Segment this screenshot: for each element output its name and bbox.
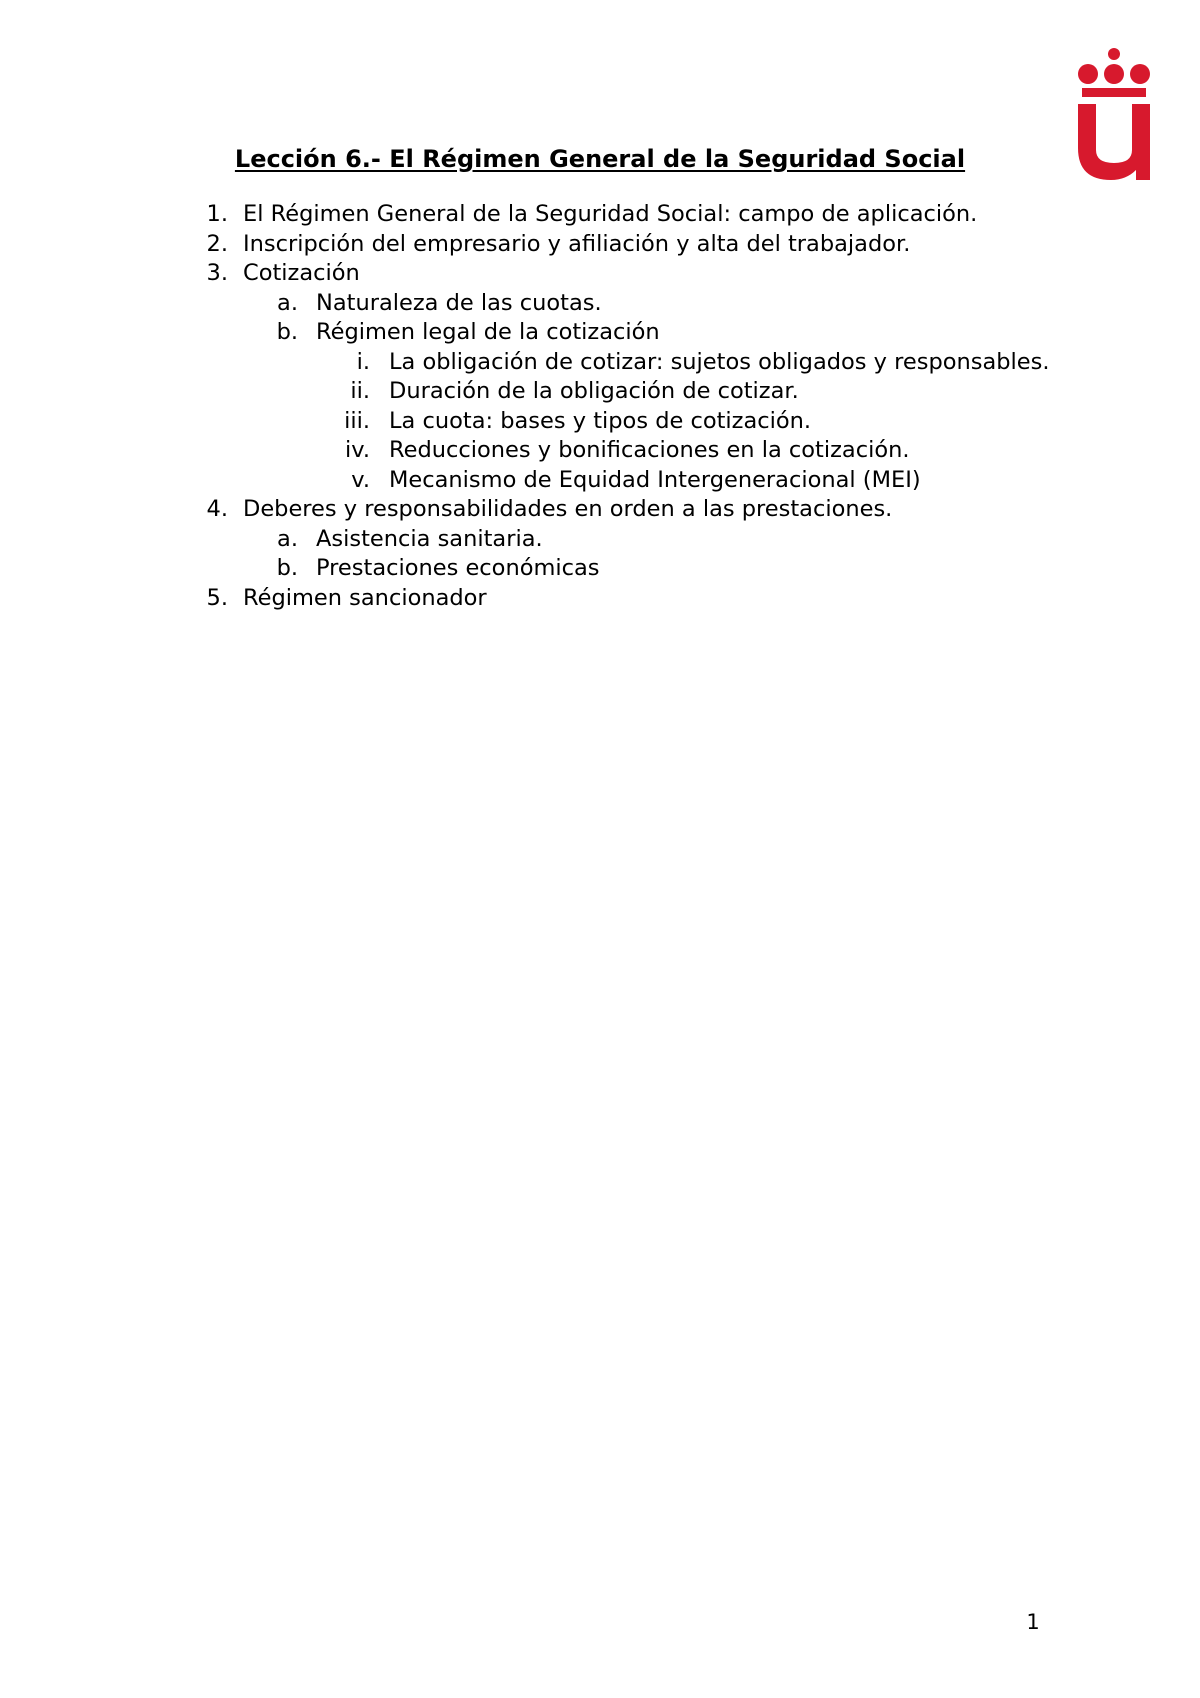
toc-item-marker: 5. [206, 584, 228, 611]
toc-item-marker: 4. [206, 496, 228, 522]
toc-item-text: Reducciones y bonificaciones en la cotización. [389, 437, 910, 463]
toc-item-5 [0, 584, 1200, 614]
toc-item-4 [0, 495, 1200, 525]
toc-item-2 [0, 230, 1200, 260]
toc-item-marker: a. [277, 525, 298, 552]
toc-item-marker: 3. [206, 260, 228, 286]
toc-item-marker: 2. [206, 230, 228, 257]
toc-item-text: Régimen legal de la cotización [316, 319, 660, 345]
toc-item-text: Deberes y responsabilidades en orden a las prestaciones. [243, 496, 893, 522]
toc-item-1 [0, 200, 1200, 230]
page-number: 1 [1026, 1610, 1040, 1634]
toc-item-text: Prestaciones económicas [316, 555, 600, 581]
toc-item-text: La cuota: bases y tipos de cotización. [389, 407, 812, 434]
toc-item-3b-i [0, 348, 1200, 378]
toc-item-marker: b. [276, 319, 298, 345]
toc-item-3a [0, 289, 1200, 319]
toc-item-3b-v [0, 466, 1200, 496]
toc-item-marker: i. [356, 348, 370, 375]
toc-item-3b [0, 318, 1200, 348]
toc-item-marker: v. [351, 466, 370, 493]
table-of-contents [0, 200, 1200, 613]
toc-item-text: Cotización [243, 260, 360, 286]
toc-item-4b [0, 554, 1200, 584]
toc-item-3 [0, 259, 1200, 289]
toc-item-text: La obligación de cotizar: sujetos obligados y responsables. [389, 348, 1050, 375]
toc-item-text: Naturaleza de las cuotas. [316, 289, 602, 316]
toc-item-text: Duración de la obligación de cotizar. [389, 378, 799, 404]
toc-item-text: Inscripción del empresario y afiliación y alta del trabajador. [243, 230, 911, 257]
toc-item-marker: iv. [345, 437, 370, 463]
toc-item-4a [0, 525, 1200, 555]
toc-item-marker: ii. [350, 378, 370, 404]
toc-item-marker: 1. [206, 201, 228, 227]
toc-item-marker: a. [277, 289, 298, 316]
toc-item-text: El Régimen General de la Seguridad Social: campo de aplicación. [243, 201, 978, 227]
page-title: Lección 6.- El Régimen General de la Seguridad Social [234, 145, 966, 173]
toc-item-3b-iv [0, 436, 1200, 466]
toc-item-3b-ii [0, 377, 1200, 407]
toc-item-text: Régimen sancionador [243, 584, 487, 611]
toc-item-text: Asistencia sanitaria. [316, 525, 543, 552]
toc-item-text: Mecanismo de Equidad Intergeneracional (MEI) [389, 466, 921, 493]
toc-item-marker: b. [276, 555, 298, 581]
toc-item-marker: iii. [344, 407, 370, 434]
toc-item-3b-iii [0, 407, 1200, 437]
